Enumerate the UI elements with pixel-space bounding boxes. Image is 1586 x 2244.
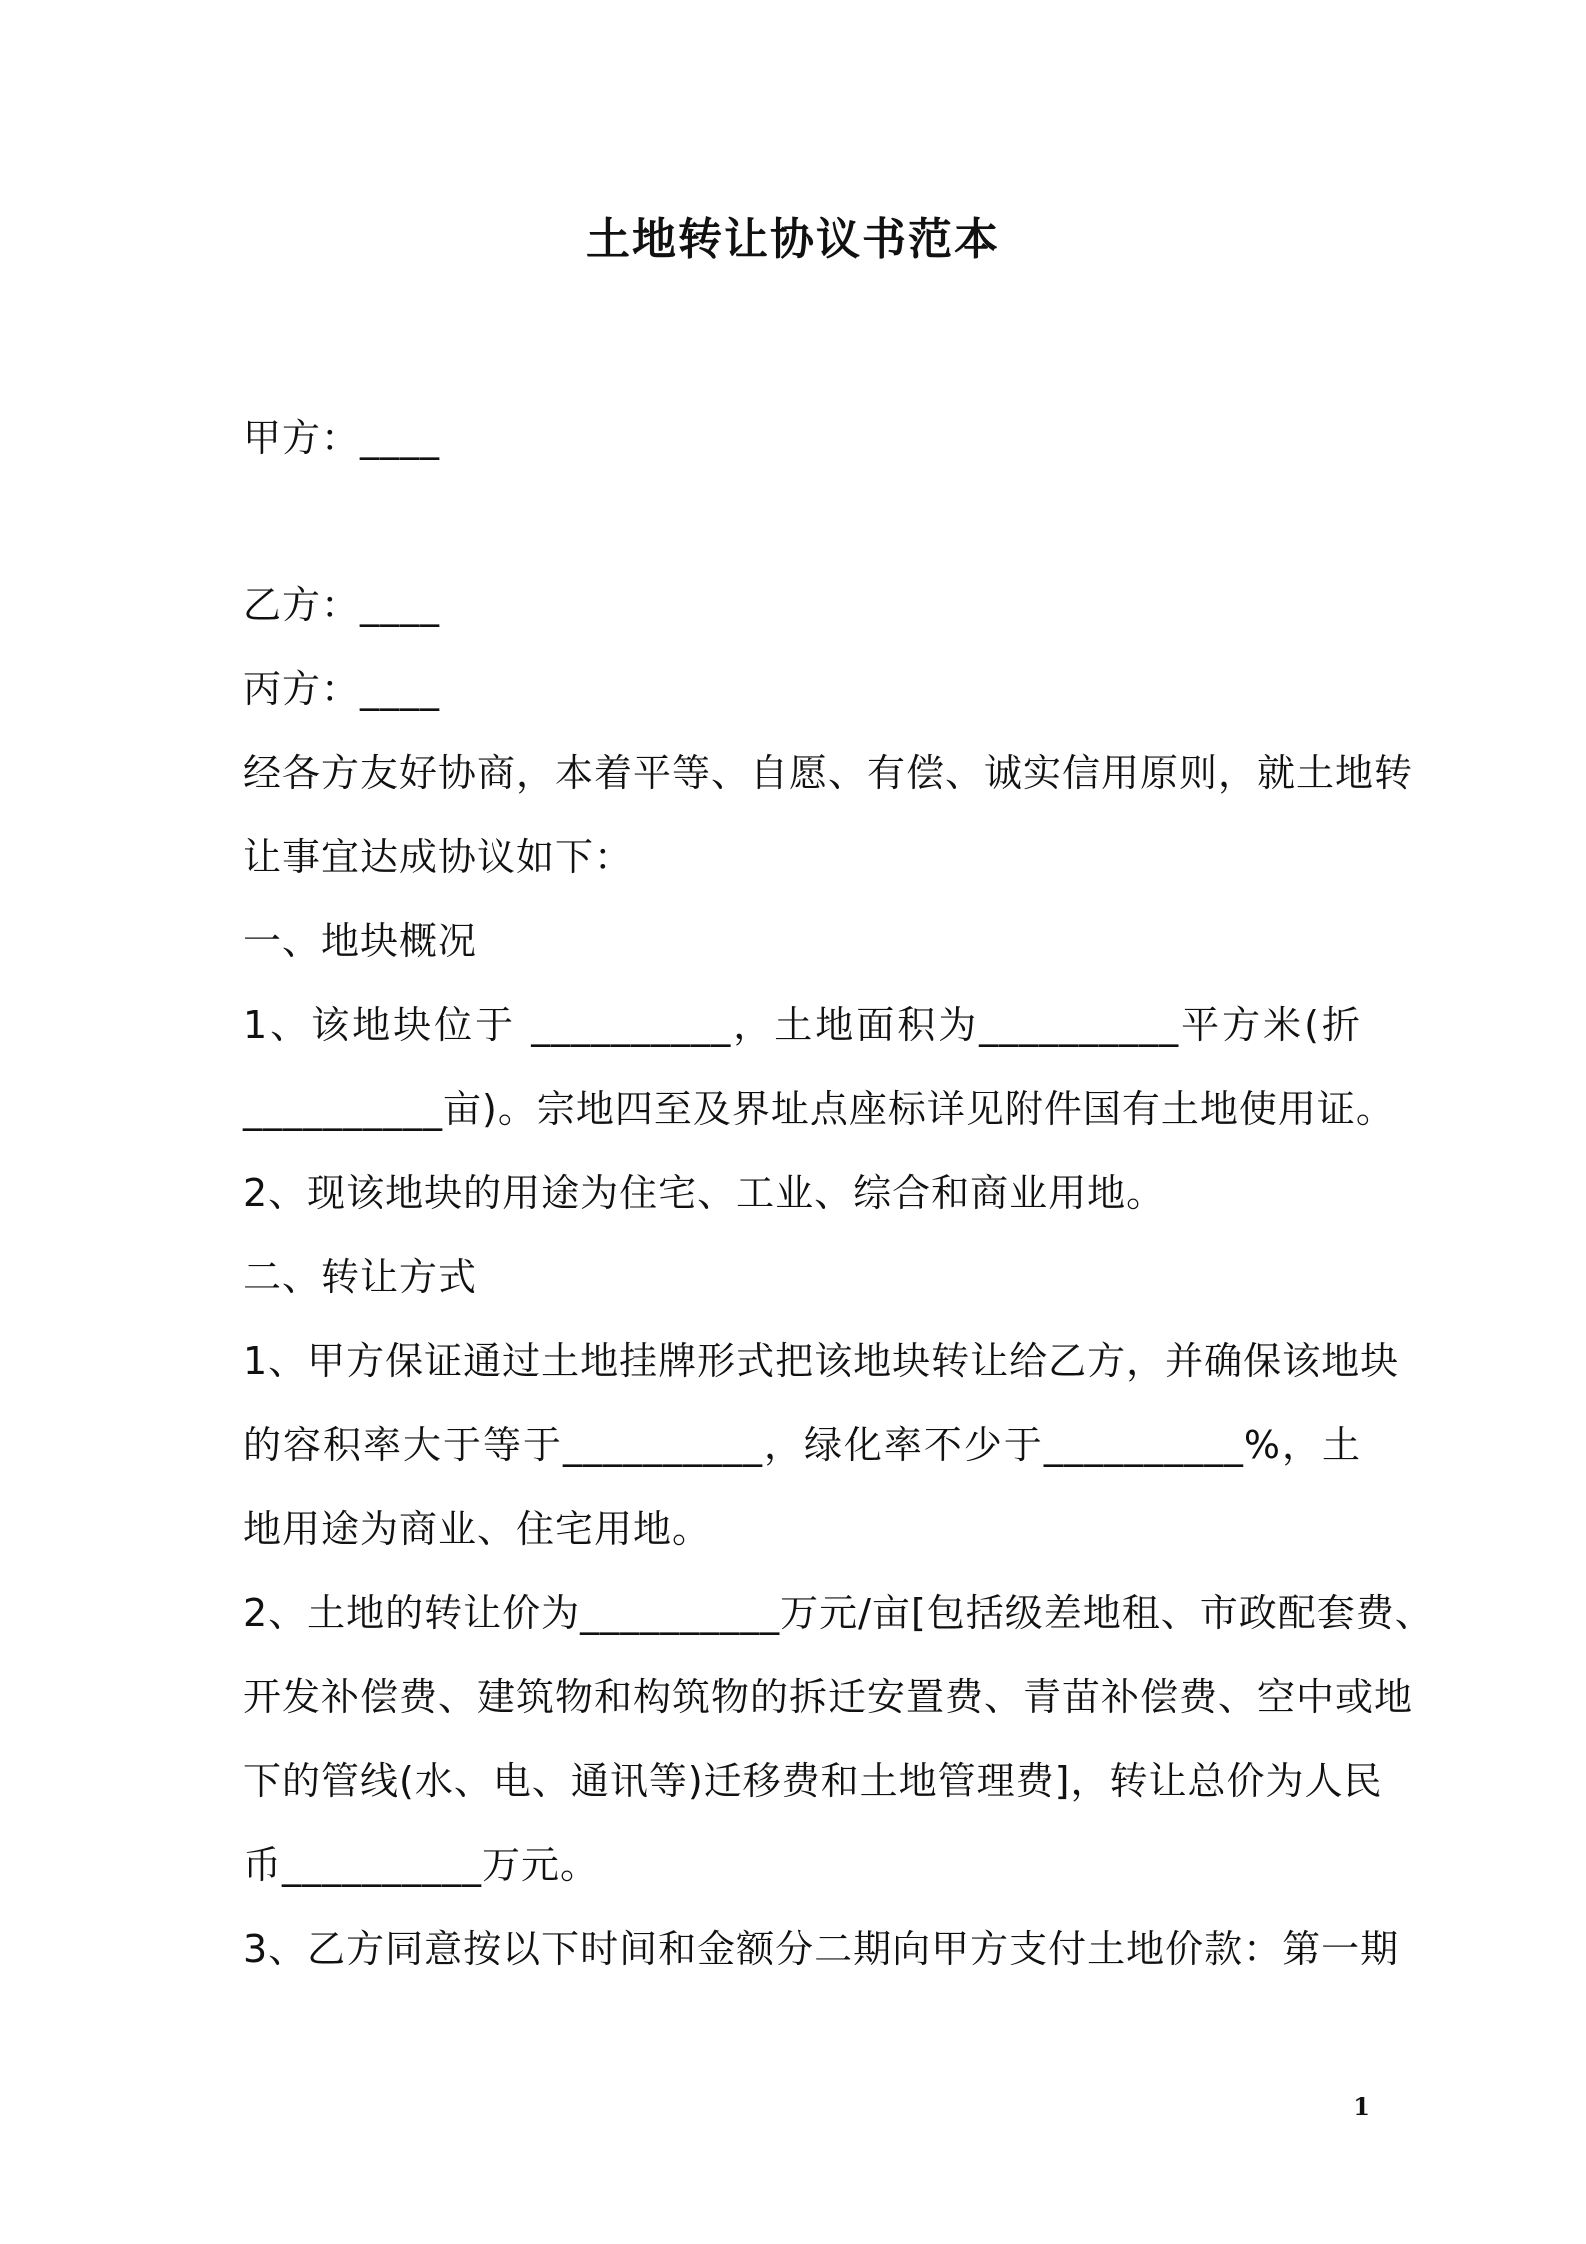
clause-2-1-line-1: 1、甲方保证通过土地挂牌形式把该地块转让给乙方，并确保该地块 xyxy=(243,1339,1400,1383)
document-title: 土地转让协议书范本 xyxy=(586,214,1000,265)
section-heading-transfer-method: 二、转让方式 xyxy=(243,1255,478,1299)
section-heading-land-overview: 一、地块概况 xyxy=(243,919,478,963)
clause-2-2-line-2: 开发补偿费、建筑物和构筑物的拆迁安置费、青苗补偿费、空中或地 xyxy=(243,1675,1414,1719)
party-a-line: 甲方：____ xyxy=(243,416,441,460)
party-c-line: 丙方：____ xyxy=(243,667,441,711)
clause-2-1-line-2: 的容积率大于等于__________，绿化率不少于__________%，土 xyxy=(243,1423,1361,1467)
intro-line-2: 让事宜达成协议如下： xyxy=(243,835,634,879)
page-number: 1 xyxy=(1353,2092,1370,2121)
clause-2-1-line-3: 地用途为商业、住宅用地。 xyxy=(243,1507,712,1551)
party-b-line: 乙方：____ xyxy=(243,583,441,627)
intro-line-1: 经各方友好协商，本着平等、自愿、有偿、诚实信用原则，就土地转 xyxy=(243,751,1414,795)
clause-2-2-line-4: 币__________万元。 xyxy=(243,1843,600,1887)
clause-2-2-line-1: 2、土地的转让价为__________万元/亩[包括级差地租、市政配套费、 xyxy=(243,1591,1434,1635)
clause-1-2-line: 2、现该地块的用途为住宅、工业、综合和商业用地。 xyxy=(243,1171,1166,1215)
clause-2-3-line-1: 3、乙方同意按以下时间和金额分二期向甲方支付土地价款：第一期 xyxy=(243,1927,1400,1971)
clause-2-2-line-3: 下的管线(水、电、通讯等)迁移费和土地管理费]，转让总价为人民 xyxy=(243,1759,1383,1803)
clause-1-1-line-2: __________亩)。宗地四至及界址点座标详见附件国有土地使用证。 xyxy=(243,1087,1395,1131)
clause-1-1-line-1: 1、该地块位于 __________，土地面积为__________平方米(折 xyxy=(243,1003,1361,1047)
